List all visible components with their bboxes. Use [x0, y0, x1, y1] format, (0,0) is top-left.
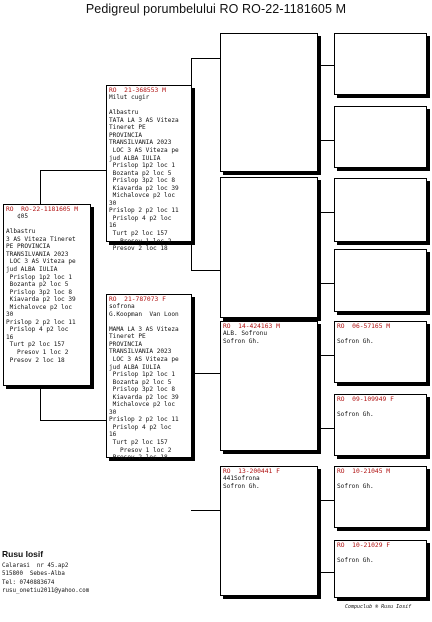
dam-details: MAMA LA 3 AS Viteza Tineret PE PROVINCIA TRANSILVANIA 2023 LOC 3 AS Viteza pe jud ALBA IULIA Prislop 1p2 loc 1 Bozanta p2 loc 5 Prislop 3p2 loc 8 Kiavarda p2 loc 39 Michalovce p2 loc 30 Prislop 2 p2 loc 11 Prislop 4 p2 loc 16 Turt p2 loc 157 Presov 1 loc 2 Presov 2 loc 18: [109, 325, 179, 462]
great-grandparent-box-empty: [334, 178, 427, 242]
owner-city: 515800 Sebes-Alba: [2, 571, 65, 578]
subject-details: Albastru 3 AS Viteza Tineret PE PROVINCIA TRANSILVANIA 2023 LOC 3 AS Viteza pe jud ALBA IULIA Prislop 1p2 loc 1 Bozanta p2 loc 5 Prislop 3p2 loc 8 Kiavarda p2 loc 39 Michalovce p2 loc 30 Prislop 2 p2 loc 11 Prislop 4 p2 loc 16 Turt p2 loc 157 Presov 1 loc 2 Presov 2 loc 18: [6, 228, 76, 364]
ring-number: RO 10-21029 F: [337, 542, 391, 549]
breeder-name: Sofron Gh.: [337, 482, 374, 490]
ring-number: RO 06-57165 M: [337, 323, 391, 330]
owner-email: rusu_onetiu2011@yahoo.com: [2, 587, 90, 594]
great-grandparent-box: [334, 540, 427, 598]
connector-line: [318, 212, 334, 213]
great-grandparent-box: [334, 466, 427, 528]
connector-line: [40, 386, 41, 420]
great-grandparent-box-empty: [334, 33, 427, 95]
breeder-name: Sofron Gh.: [337, 556, 374, 564]
sire-ring-number: RO 21-368553 M: [109, 87, 166, 94]
dam-ring-number: RO 21-787073 F: [109, 296, 166, 303]
great-grandparent-box-empty: [334, 106, 427, 168]
connector-line: [191, 510, 221, 511]
connector-line: [40, 170, 108, 171]
grandparent-box-empty: [220, 177, 318, 318]
breeder-name: Sofron Gh.: [337, 337, 374, 345]
ring-number: RO 09-109949 F: [337, 396, 394, 403]
connector-line: [40, 420, 108, 421]
owner-address: Calarasi nr 45.ap2: [2, 563, 69, 569]
connector-line: [191, 58, 192, 85]
subject-pigeon-box: [3, 204, 91, 386]
dam-pigeon-box: [106, 294, 192, 462]
connector-line: [318, 140, 334, 141]
sire-details: Albastru TATA LA 3 AS Viteza Tineret PE PROVINCIA TRANSILVANIA 2023 LOC 3 AS Viteza pe jud ALBA IULIA Prislop 1p2 loc 1 Bozanta p2 loc 5 Prislop 3p2 loc 8 Kiavarda p2 loc 39 Michalovce p2 loc 30 Prislop 2 p2 loc 11 Prislop 4 p2 loc 16 Turt p2 loc 157 Presov 1 loc 2 Presov 2 loc 18: [109, 109, 179, 253]
sire-name: Milut cugir: [109, 94, 150, 102]
connector-line: [191, 373, 221, 374]
owner-phone: Tel: 0740883674: [2, 579, 55, 586]
footer-credit: Compuclub ® Rusu Iosif: [345, 604, 412, 610]
great-grandparent-box: [334, 321, 427, 383]
dam-sire-ring-number: RO 14-424163 M: [223, 323, 280, 330]
dam-dam-ring-number: RO 13-200441 F: [223, 468, 280, 475]
connector-line: [191, 242, 192, 270]
subject-ring-number: RO RO-22-1181605 M: [6, 206, 79, 213]
dam-name: sofrona G.Koopman Van Loon: [109, 303, 179, 318]
connector-line: [40, 170, 41, 204]
owner-name: Rusu Iosif: [2, 549, 44, 559]
connector-line: [318, 283, 334, 284]
connector-line: [318, 428, 334, 429]
dam-dam-details: 441Sofrona Sofron Gh.: [223, 475, 260, 490]
dam-sire-pigeon-box: [220, 321, 318, 451]
connector-line: [318, 572, 334, 573]
connector-line: [191, 58, 221, 59]
great-grandparent-box: [334, 394, 427, 456]
ring-number: RO 10-21045 M: [337, 468, 391, 475]
breeder-name: Sofron Gh.: [337, 410, 374, 418]
connector-line: [318, 65, 334, 66]
connector-line: [318, 500, 334, 501]
connector-line: [191, 270, 221, 271]
dam-sire-details: ALB. Sofronu Sofron Gh.: [223, 330, 268, 345]
owner-info: [2, 549, 89, 595]
sire-pigeon-box: [106, 85, 192, 253]
page-title: Pedigreul porumbelului RO RO-22-1181605 M: [85, 2, 347, 16]
connector-line: [318, 355, 334, 356]
dam-dam-pigeon-box: [220, 466, 318, 596]
great-grandparent-box-empty: [334, 249, 427, 312]
subject-name: ¢05: [6, 213, 29, 221]
grandparent-box-empty: [220, 33, 318, 172]
